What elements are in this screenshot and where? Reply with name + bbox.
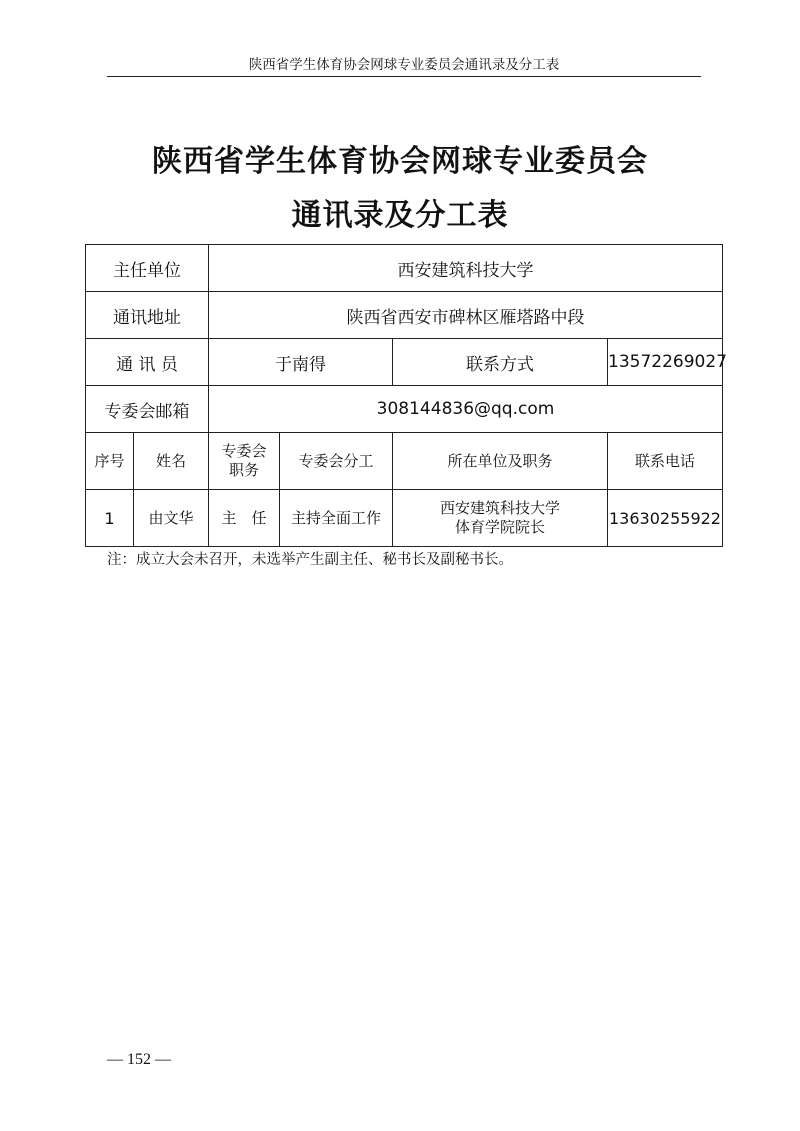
col-header-unit: 所在单位及职务 <box>393 433 608 490</box>
address-row <box>86 292 723 339</box>
member-role: 主 任 <box>209 490 280 547</box>
running-header: 陕西省学生体育协会网球专业委员会通讯录及分工表 <box>248 57 560 73</box>
header-rule <box>107 76 701 77</box>
member-no: 1 <box>86 490 134 547</box>
col-header-name: 姓名 <box>134 433 209 490</box>
document-title-line2: 通讯录及分工表 <box>291 198 509 233</box>
col-header-duty: 专委会分工 <box>280 433 393 490</box>
document-title-line1: 陕西省学生体育协会网球专业委员会 <box>152 144 648 179</box>
phone-value: 13572269027 <box>608 339 723 386</box>
member-phone: 13630255922 <box>608 490 723 547</box>
unit-row <box>86 245 723 292</box>
page-number: — 152 — <box>107 1051 171 1068</box>
col-header-phone: 联系电话 <box>608 433 723 490</box>
address-label: 通讯地址 <box>86 292 209 339</box>
col-header-role-text: 专委会职务 <box>221 442 267 479</box>
unit-value: 西安建筑科技大学 <box>209 245 723 292</box>
member-duty: 主持全面工作 <box>280 490 393 547</box>
members-header-row <box>86 433 723 490</box>
phone-label: 联系方式 <box>393 339 608 386</box>
member-name: 由文华 <box>134 490 209 547</box>
member-unit-line2: 体育学院院长 <box>454 518 545 536</box>
unit-label: 主任单位 <box>86 245 209 292</box>
address-value: 陕西省西安市碑林区雁塔路中段 <box>209 292 723 339</box>
member-row <box>86 490 723 547</box>
info-table <box>85 244 727 547</box>
member-unit-line1: 西安建筑科技大学 <box>439 499 560 517</box>
contact-name: 于南得 <box>209 339 393 386</box>
contact-row <box>86 339 723 386</box>
email-label: 专委会邮箱 <box>86 386 209 433</box>
footnote: 注：成立大会未召开，未选举产生副主任、秘书长及副秘书长。 <box>107 552 513 568</box>
contact-label: 通 讯 员 <box>86 339 209 386</box>
col-header-no: 序号 <box>86 433 134 490</box>
email-value: 308144836@qq.com <box>209 386 723 433</box>
email-row <box>86 386 723 433</box>
member-unit <box>393 490 608 547</box>
col-header-role <box>209 433 280 490</box>
